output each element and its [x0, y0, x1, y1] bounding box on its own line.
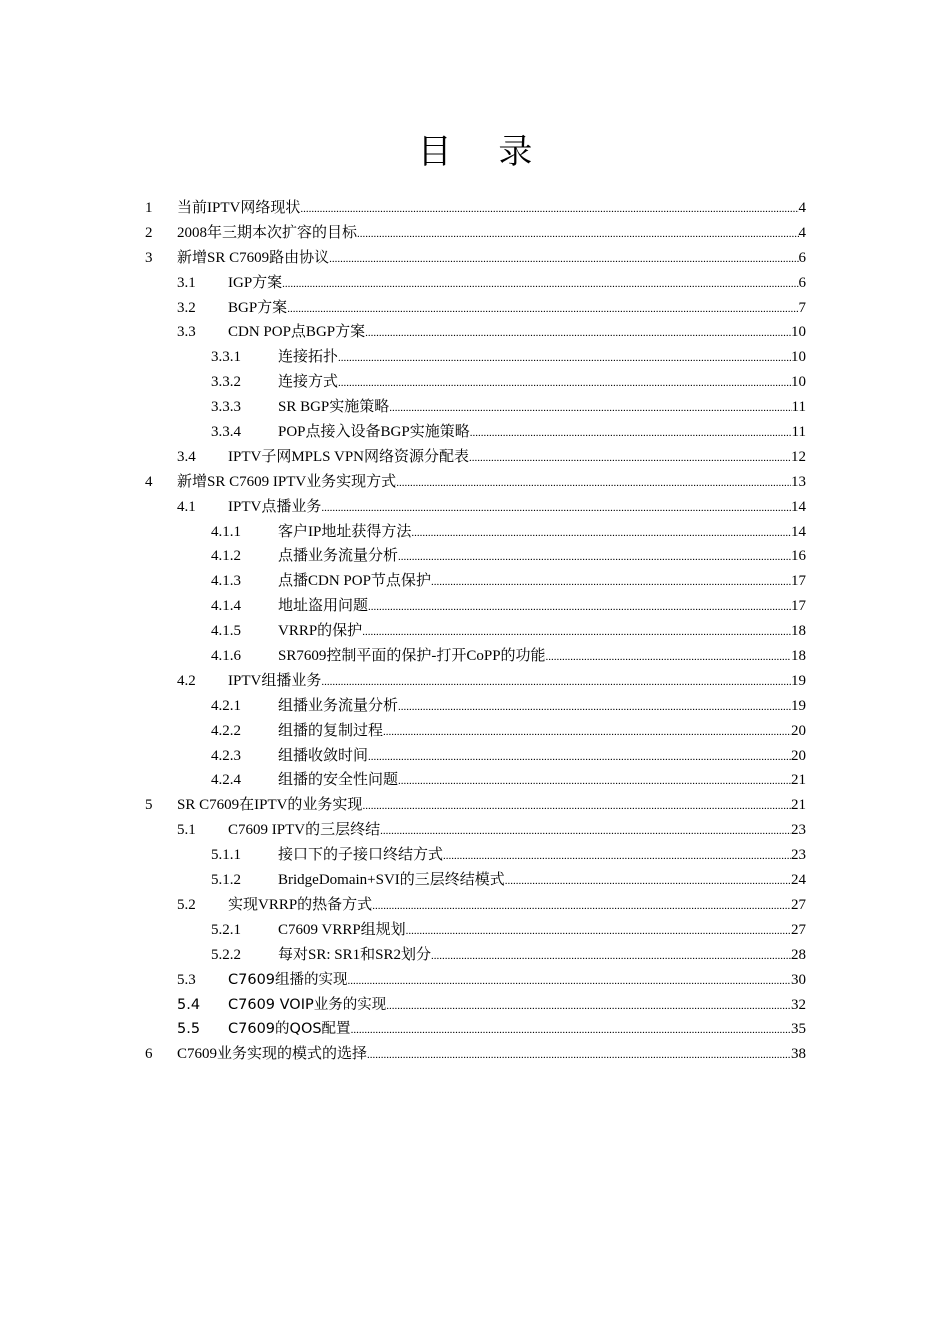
toc-entry[interactable] — [0, 768, 950, 793]
toc-leader-dots — [287, 297, 798, 322]
toc-entry-title: IPTV点播业务 — [228, 495, 321, 520]
toc-entry-page-number: 16 — [791, 548, 806, 565]
toc-entry[interactable] — [0, 271, 950, 296]
toc-entry[interactable] — [0, 345, 950, 370]
toc-entry[interactable] — [0, 993, 950, 1018]
toc-entry[interactable] — [0, 594, 950, 619]
toc-leader-dots — [357, 222, 798, 247]
toc-entry-line — [228, 296, 806, 322]
toc-entry-number: 3.1 — [177, 274, 196, 291]
toc-entry-number: 5.2.2 — [211, 946, 241, 963]
toc-leader-dots — [329, 247, 798, 272]
toc-leader-dots — [362, 620, 791, 645]
toc-entry-line — [278, 569, 806, 595]
toc-entry-line — [228, 445, 806, 471]
toc-entry[interactable] — [0, 694, 950, 719]
toc-entry-title: CDN POP点BGP方案 — [228, 320, 365, 345]
toc-entry-page-number: 18 — [791, 623, 806, 640]
toc-entry-line — [177, 246, 806, 272]
toc-entry-number: 4.2.2 — [211, 722, 241, 739]
toc-entry-page-number: 38 — [791, 1046, 806, 1063]
toc-entry-page-number: 18 — [791, 648, 806, 665]
toc-entry-line — [177, 793, 806, 819]
toc-entry-line — [228, 818, 806, 844]
toc-leader-dots — [398, 545, 791, 570]
toc-entry-title: IGP方案 — [228, 271, 282, 296]
toc-entry-title: 客户IP地址获得方法 — [278, 520, 411, 545]
toc-entry-line — [228, 993, 806, 1019]
toc-entry-title: 点播CDN POP节点保护 — [278, 569, 431, 594]
toc-entry-page-number: 28 — [791, 946, 806, 963]
toc-entry[interactable] — [0, 868, 950, 893]
toc-entry-title: 组播的复制过程 — [278, 719, 383, 744]
toc-entry-page-number: 19 — [791, 697, 806, 714]
toc-entry-number: 2 — [145, 224, 153, 241]
toc-entry-page-number: 23 — [791, 847, 806, 864]
toc-leader-dots — [372, 894, 791, 919]
toc-entry-page-number: 14 — [791, 498, 806, 515]
toc-entry-page-number: 17 — [791, 573, 806, 590]
toc-leader-dots — [411, 521, 791, 546]
toc-entry[interactable] — [0, 520, 950, 545]
toc-leader-dots — [383, 720, 791, 745]
toc-entry-number: 3.2 — [177, 299, 196, 316]
toc-entry-number: 5.2.1 — [211, 921, 241, 938]
toc-entry-page-number: 27 — [791, 921, 806, 938]
toc-entry-line — [278, 744, 806, 770]
toc-leader-dots — [386, 994, 791, 1019]
toc-entry-line — [278, 370, 806, 396]
toc-entry-page-number: 14 — [791, 523, 806, 540]
toc-entry[interactable] — [0, 569, 950, 594]
toc-entry[interactable] — [0, 420, 950, 445]
toc-entry-line — [278, 619, 806, 645]
toc-leader-dots — [398, 769, 791, 794]
toc-entry-number: 5.2 — [177, 896, 196, 913]
toc-entry[interactable] — [0, 918, 950, 943]
toc-entry-title: C7609 VRRP组规划 — [278, 918, 406, 943]
toc-entry-page-number: 23 — [791, 822, 806, 839]
toc-entry[interactable] — [0, 669, 950, 694]
toc-entry-number: 4.2.3 — [211, 747, 241, 764]
toc-entry-title: BridgeDomain+SVI的三层终结模式 — [278, 868, 505, 893]
toc-entry-number: 5.3 — [177, 971, 196, 988]
toc-entry-page-number: 6 — [798, 249, 806, 266]
toc-entry-number: 4.2 — [177, 672, 196, 689]
toc-entry-page-number: 20 — [791, 722, 806, 739]
toc-entry-page-number: 21 — [791, 772, 806, 789]
toc-entry[interactable] — [0, 246, 950, 271]
toc-entry-page-number: 17 — [791, 598, 806, 615]
toc-entry-title: 点播业务流量分析 — [278, 544, 398, 569]
toc-entry-line — [228, 320, 806, 346]
toc-leader-dots — [321, 670, 791, 695]
toc-entry-line — [177, 196, 806, 222]
toc-entry-title: 实现VRRP的热备方式 — [228, 893, 372, 918]
toc-entry-line — [228, 669, 806, 695]
toc-entry[interactable] — [0, 221, 950, 246]
toc-entry-number: 3.3.2 — [211, 374, 241, 391]
toc-entry-line — [228, 893, 806, 919]
toc-entry-page-number: 13 — [791, 473, 806, 490]
toc-entry-title: C7609组播的实现 — [228, 968, 348, 993]
toc-entry-line — [278, 544, 806, 570]
toc-entry-page-number: 12 — [791, 448, 806, 465]
toc-entry-number: 4.1.1 — [211, 523, 241, 540]
toc-entry-number: 3.3 — [177, 324, 196, 341]
toc-entry-number: 4.1.3 — [211, 573, 241, 590]
toc-entry[interactable] — [0, 1042, 950, 1067]
toc-entry-page-number: 19 — [791, 672, 806, 689]
toc-entry-page-number: 11 — [791, 399, 806, 416]
toc-leader-dots — [398, 695, 791, 720]
toc-entry[interactable] — [0, 843, 950, 868]
toc-entry-line — [228, 968, 806, 994]
toc-entry-number: 4.2.1 — [211, 697, 241, 714]
toc-entry-line — [228, 1017, 806, 1043]
toc-entry-number: 4.1 — [177, 498, 196, 515]
toc-leader-dots — [368, 745, 791, 770]
toc-entry-line — [228, 271, 806, 297]
toc-entry[interactable] — [0, 644, 950, 669]
toc-entry-number: 5.5 — [177, 1021, 201, 1038]
toc-leader-dots — [470, 421, 792, 446]
toc-entry-number: 4.1.5 — [211, 623, 241, 640]
toc-entry-page-number: 10 — [791, 374, 806, 391]
toc-entry[interactable] — [0, 495, 950, 520]
toc-entry-title: BGP方案 — [228, 296, 287, 321]
toc-entry-number: 5.1.2 — [211, 872, 241, 889]
toc-leader-dots — [469, 446, 791, 471]
toc-entry-title: VRRP的保护 — [278, 619, 362, 644]
toc-entry-page-number: 4 — [798, 200, 806, 216]
toc-entry-line — [278, 768, 806, 794]
toc-entry-title: 地址盗用问题 — [278, 594, 368, 619]
toc-leader-dots — [389, 396, 791, 421]
toc-entry[interactable] — [0, 744, 950, 769]
toc-entry[interactable] — [0, 445, 950, 470]
toc-leader-dots — [380, 819, 791, 844]
toc-leader-dots — [368, 595, 791, 620]
toc-entry-number: 3.3.3 — [211, 399, 241, 416]
toc-entry-title: 组播收敛时间 — [278, 744, 368, 769]
toc-leader-dots — [431, 944, 791, 969]
toc-entry-number: 5.4 — [177, 996, 201, 1013]
toc-entry-line — [278, 843, 806, 869]
toc-entry-number: 3.3.1 — [211, 349, 241, 366]
toc-entry-page-number: 24 — [791, 872, 806, 889]
toc-entry-page-number: 20 — [791, 747, 806, 764]
toc-entry[interactable] — [0, 1017, 950, 1042]
toc-entry-title: 组播的安全性问题 — [278, 768, 398, 793]
toc-entry-page-number: 10 — [791, 349, 806, 366]
toc-entry[interactable] — [0, 296, 950, 321]
toc-leader-dots — [321, 496, 791, 521]
toc-entry-number: 5.1.1 — [211, 847, 241, 864]
toc-entry-number: 4.1.2 — [211, 548, 241, 565]
toc-entry-page-number: 21 — [791, 797, 806, 814]
toc-leader-dots — [431, 570, 791, 595]
toc-entry-title: 新增SR C7609路由协议 — [177, 246, 329, 271]
toc-entry-line — [278, 644, 806, 670]
toc-entry-line — [177, 221, 806, 247]
toc-leader-dots — [367, 1043, 791, 1068]
toc-entry-number: 4 — [145, 473, 153, 490]
toc-leader-dots — [546, 645, 791, 670]
toc-leader-dots — [406, 919, 791, 944]
toc-entry[interactable] — [0, 893, 950, 918]
toc-entry-title: IPTV子网MPLS VPN网络资源分配表 — [228, 445, 469, 470]
toc-entry-line — [278, 943, 806, 969]
toc-leader-dots — [282, 272, 798, 297]
toc-leader-dots — [443, 844, 791, 869]
toc-entry-title: 新增SR C7609 IPTV业务实现方式 — [177, 470, 396, 495]
toc-entry-title: 接口下的子接口终结方式 — [278, 843, 443, 868]
toc-entry-number: 1 — [145, 200, 153, 216]
toc-entry-line — [278, 395, 806, 421]
toc-entry-page-number: 32 — [791, 996, 806, 1013]
toc-entry-page-number: 11 — [791, 424, 806, 441]
toc-entry-page-number: 4 — [798, 224, 806, 241]
toc-entry-page-number: 7 — [798, 299, 806, 316]
toc-entry-title: POP点接入设备BGP实施策略 — [278, 420, 470, 445]
toc-entry-number: 4.2.4 — [211, 772, 241, 789]
toc-leader-dots — [505, 869, 791, 894]
toc-entry-line — [177, 470, 806, 496]
toc-entry[interactable] — [0, 619, 950, 644]
toc-entry-title: C7609 VOIP业务的实现 — [228, 993, 386, 1018]
toc-entry-number: 4.1.6 — [211, 648, 241, 665]
toc-entry-title: 每对SR: SR1和SR2划分 — [278, 943, 431, 968]
toc-entry[interactable] — [0, 320, 950, 345]
toc-entry-number: 5 — [145, 797, 153, 814]
toc-entry-number: 3.3.4 — [211, 424, 241, 441]
toc-entry-title: SR BGP实施策略 — [278, 395, 389, 420]
table-of-contents — [0, 196, 950, 1067]
toc-entry[interactable] — [0, 943, 950, 968]
toc-entry-title: 2008年三期本次扩容的目标 — [177, 221, 357, 246]
toc-entry-title: IPTV组播业务 — [228, 669, 321, 694]
toc-leader-dots — [362, 794, 791, 819]
toc-entry[interactable] — [0, 470, 950, 495]
toc-entry-number: 4.1.4 — [211, 598, 241, 615]
toc-entry[interactable] — [0, 395, 950, 420]
toc-entry-line — [177, 1042, 806, 1068]
toc-entry-title: C7609的QOS配置 — [228, 1017, 351, 1042]
page-title: 目 录 — [417, 132, 551, 172]
toc-entry[interactable] — [0, 544, 950, 569]
toc-entry-page-number: 27 — [791, 896, 806, 913]
toc-entry-line — [278, 420, 806, 446]
toc-entry-page-number: 10 — [791, 324, 806, 341]
toc-entry-line — [278, 719, 806, 745]
toc-entry-title: SR C7609在IPTV的业务实现 — [177, 793, 362, 818]
toc-entry-number: 3 — [145, 249, 153, 266]
toc-entry-line — [278, 345, 806, 371]
toc-entry[interactable] — [0, 719, 950, 744]
toc-entry-line — [278, 868, 806, 894]
toc-entry-title: SR7609控制平面的保护-打开CoPP的功能 — [278, 644, 546, 669]
toc-leader-dots — [348, 969, 791, 994]
toc-leader-dots — [396, 471, 791, 496]
toc-entry-title: C7609 IPTV的三层终结 — [228, 818, 380, 843]
toc-entry-line — [228, 495, 806, 521]
toc-leader-dots — [300, 197, 798, 222]
toc-entry-page-number: 35 — [791, 1021, 806, 1038]
toc-entry[interactable] — [0, 968, 950, 993]
toc-entry-line — [278, 694, 806, 720]
toc-entry-line — [278, 594, 806, 620]
toc-leader-dots — [338, 371, 791, 396]
toc-entry-title: C7609业务实现的模式的选择 — [177, 1042, 367, 1067]
toc-entry-page-number: 6 — [798, 274, 806, 291]
toc-entry-title: 当前IPTV网络现状 — [177, 196, 300, 221]
toc-leader-dots — [338, 346, 791, 371]
toc-entry-number: 3.4 — [177, 448, 196, 465]
toc-entry-line — [278, 520, 806, 546]
toc-entry-page-number: 30 — [791, 971, 806, 988]
toc-entry-number: 6 — [145, 1046, 153, 1063]
toc-entry-title: 连接方式 — [278, 370, 338, 395]
toc-leader-dots — [365, 321, 791, 346]
toc-entry-title: 连接拓扑 — [278, 345, 338, 370]
toc-entry[interactable] — [0, 818, 950, 843]
toc-leader-dots — [351, 1018, 791, 1043]
toc-entry[interactable] — [0, 370, 950, 395]
toc-entry[interactable] — [0, 793, 950, 818]
toc-entry-title: 组播业务流量分析 — [278, 694, 398, 719]
toc-entry-line — [278, 918, 806, 944]
toc-entry[interactable] — [0, 196, 950, 221]
toc-entry-number: 5.1 — [177, 822, 196, 839]
